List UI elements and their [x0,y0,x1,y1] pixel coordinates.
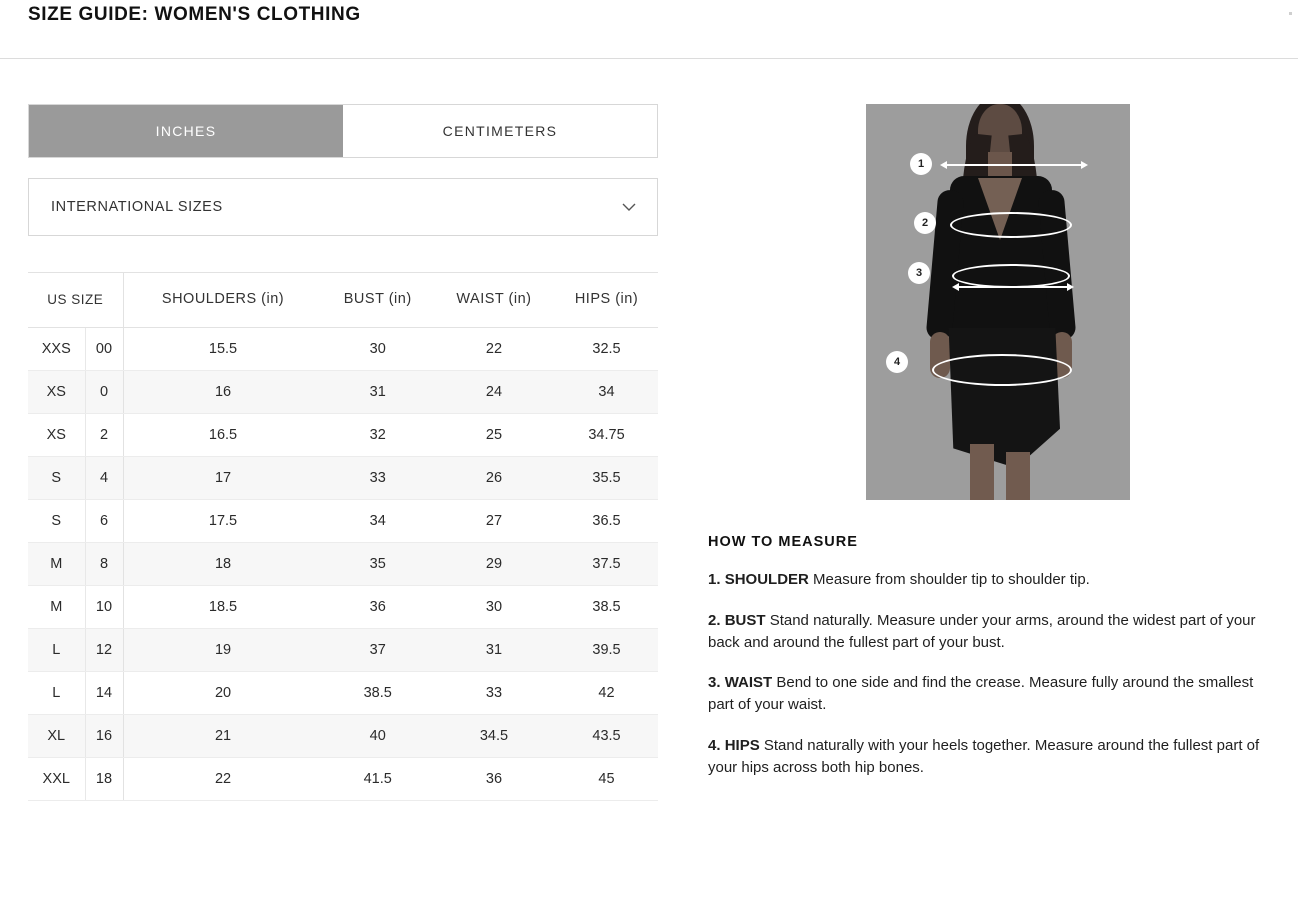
cell-waist: 22 [433,328,555,371]
column-header-shoulders: SHOULDERS (in) [123,273,323,328]
table-row [28,758,658,801]
cell-alpha-size: XS [28,371,85,414]
table-row [28,328,658,371]
cell-waist: 31 [433,629,555,672]
bust-measure-ellipse [950,212,1072,238]
table-row [28,543,658,586]
cell-numeric-size: 2 [85,414,123,457]
cell-waist: 27 [433,500,555,543]
cell-numeric-size: 12 [85,629,123,672]
step-text: Bend to one side and find the crease. Measure fully around the smallest part of your waist. [708,674,1254,713]
cell-numeric-size: 10 [85,586,123,629]
measure-step-hips [708,735,1273,779]
cell-bust: 33 [323,457,433,500]
model-leg-left [970,444,994,500]
size-table-body [28,328,658,801]
table-row [28,457,658,500]
cell-alpha-size: S [28,500,85,543]
column-header-hips: HIPS (in) [555,273,658,328]
cell-bust: 37 [323,629,433,672]
cell-bust: 36 [323,586,433,629]
table-row [28,629,658,672]
measure-step-waist [708,672,1273,716]
cell-hips: 34.75 [555,414,658,457]
cell-alpha-size: XXL [28,758,85,801]
step-term: BUST [724,611,766,629]
cell-hips: 37.5 [555,543,658,586]
waist-measure-ellipse [952,264,1070,288]
model-leg-right [1006,452,1030,500]
cell-hips: 32.5 [555,328,658,371]
cell-bust: 40 [323,715,433,758]
cell-bust: 30 [323,328,433,371]
cell-numeric-size: 8 [85,543,123,586]
tab-centimeters[interactable]: CENTIMETERS [343,105,657,157]
cell-alpha-size: XXS [28,328,85,371]
cell-alpha-size: XL [28,715,85,758]
cell-shoulders: 20 [123,672,323,715]
table-row [28,371,658,414]
column-header-waist: WAIST (in) [433,273,555,328]
title-divider [0,58,1298,59]
cell-waist: 33 [433,672,555,715]
cell-bust: 35 [323,543,433,586]
column-header-us-size: US SIZE [28,273,123,328]
cell-numeric-size: 6 [85,500,123,543]
cell-waist: 29 [433,543,555,586]
shoulder-measure-line [946,164,1082,166]
cell-waist: 34.5 [433,715,555,758]
cell-bust: 32 [323,414,433,457]
cell-waist: 26 [433,457,555,500]
table-row [28,715,658,758]
step-text: Stand naturally. Measure under your arms, around the widest part of your back and around the fullest part of your bust. [708,611,1256,651]
cell-waist: 25 [433,414,555,457]
cell-hips: 42 [555,672,658,715]
cell-alpha-size: XS [28,414,85,457]
cell-numeric-size: 0 [85,371,123,414]
cell-numeric-size: 14 [85,672,123,715]
marker-1-shoulder: 1 [910,153,932,175]
cell-shoulders: 16.5 [123,414,323,457]
tab-inches[interactable]: INCHES [29,105,343,157]
step-term: HIPS [724,736,760,754]
cell-hips: 43.5 [555,715,658,758]
cell-numeric-size: 18 [85,758,123,801]
cell-bust: 34 [323,500,433,543]
cell-numeric-size: 16 [85,715,123,758]
step-index: 4. [708,736,721,754]
marker-3-waist: 3 [908,262,930,284]
cell-hips: 38.5 [555,586,658,629]
cell-hips: 36.5 [555,500,658,543]
cell-shoulders: 18.5 [123,586,323,629]
cell-shoulders: 16 [123,371,323,414]
marker-4-hips: 4 [886,351,908,373]
model-dress-skirt [944,328,1060,468]
size-table-head [28,273,658,328]
cell-bust: 31 [323,371,433,414]
cell-alpha-size: L [28,629,85,672]
cell-waist: 36 [433,758,555,801]
cell-numeric-size: 4 [85,457,123,500]
size-system-select[interactable] [28,178,658,236]
table-row [28,500,658,543]
table-row [28,586,658,629]
measurement-diagram [866,104,1130,500]
marker-2-bust: 2 [914,212,936,234]
cell-shoulders: 19 [123,629,323,672]
cell-alpha-size: S [28,457,85,500]
cell-waist: 24 [433,371,555,414]
table-row [28,672,658,715]
size-system-value: INTERNATIONAL SIZES [51,199,223,215]
cell-bust: 41.5 [323,758,433,801]
measurement-guide-column [708,104,1273,778]
cell-hips: 45 [555,758,658,801]
step-text: Measure from shoulder tip to shoulder tip. [813,571,1090,588]
cell-shoulders: 21 [123,715,323,758]
corner-mark [1289,12,1292,15]
cell-hips: 39.5 [555,629,658,672]
cell-bust: 38.5 [323,672,433,715]
how-to-measure-title: HOW TO MEASURE [708,534,858,550]
cell-shoulders: 15.5 [123,328,323,371]
cell-alpha-size: M [28,586,85,629]
table-row [28,414,658,457]
cell-hips: 34 [555,371,658,414]
step-index: 1. [708,571,721,588]
unit-toggle [28,104,658,158]
measure-step-bust [708,610,1273,654]
chevron-down-icon [621,199,637,215]
cell-shoulders: 22 [123,758,323,801]
size-table [28,272,658,801]
cell-shoulders: 18 [123,543,323,586]
cell-shoulders: 17.5 [123,500,323,543]
measure-step-shoulder [708,569,1273,591]
size-chart-column [28,104,658,801]
column-header-bust: BUST (in) [323,273,433,328]
hips-measure-ellipse [932,354,1072,386]
table-header-row [28,273,658,328]
cell-shoulders: 17 [123,457,323,500]
step-term: WAIST [724,674,773,692]
cell-alpha-size: L [28,672,85,715]
cell-waist: 30 [433,586,555,629]
cell-alpha-size: M [28,543,85,586]
cell-hips: 35.5 [555,457,658,500]
step-text: Stand naturally with your heels together. Measure around the fullest part of your hips across both hip bones. [708,736,1260,776]
cell-numeric-size: 00 [85,328,123,371]
page-title: SIZE GUIDE: WOMEN'S CLOTHING [28,4,361,25]
step-index: 3. [708,674,721,692]
step-term: SHOULDER [724,571,809,588]
step-index: 2. [708,611,721,629]
